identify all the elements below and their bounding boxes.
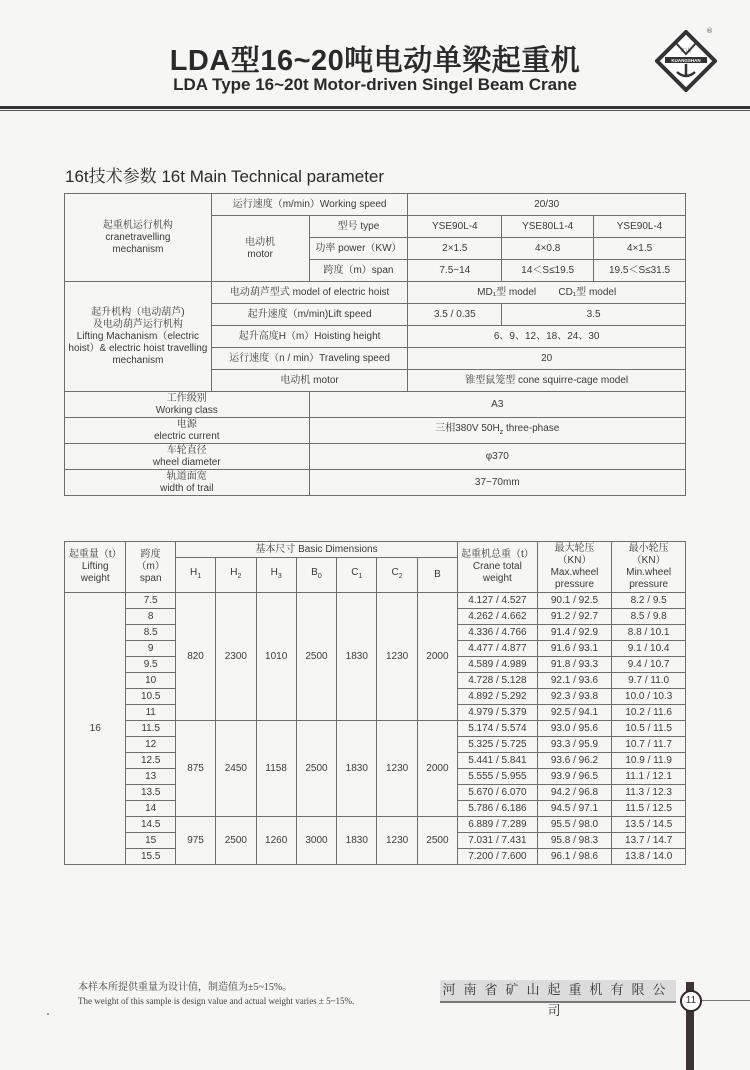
traveling-speed-label: 运行速度（n / min）Traveling speed: [211, 348, 408, 370]
dimension-h3-cell: 1158: [256, 721, 296, 817]
total-cell: 4.892 / 5.292: [458, 689, 538, 705]
total-cell: 7.031 / 7.431: [458, 833, 538, 849]
weight-note-en: The weight of this sample is design value and actual weight varies ± 5~15%.: [78, 996, 355, 1006]
min-cell: 10.5 / 11.5: [612, 721, 686, 737]
hoist-motor-value: 锥型鼠笼型 cone squirre-cage model: [408, 370, 686, 392]
total-cell: 4.127 / 4.527: [458, 593, 538, 609]
dimension-b-cell: 2000: [417, 721, 457, 817]
power-value: 4×1.5: [594, 238, 686, 260]
span-cell: 11.5: [126, 721, 175, 737]
hoist-model-label: 电动葫芦型式 model of electric hoist: [211, 282, 408, 304]
span-cell: 9: [126, 641, 175, 657]
electric-current-label: 电源 electric current: [65, 418, 310, 444]
span-label: 跨度（m）span: [309, 260, 408, 282]
dimension-b-cell: 2000: [417, 593, 457, 721]
min-cell: 13.7 / 14.7: [612, 833, 686, 849]
logo-text: KUANGSHAN: [671, 58, 701, 63]
working-speed-label: 运行速度（m/min）Working speed: [211, 194, 408, 216]
hoisting-height-label: 起升高度H（m）Hoisting height: [211, 326, 408, 348]
page-title-zh: LDA型16~20吨电动单梁起重机: [169, 45, 581, 77]
total-cell: 5.670 / 6.070: [458, 785, 538, 801]
max-cell: 91.2 / 92.7: [537, 609, 612, 625]
span-value: 7.5~14: [408, 260, 502, 282]
dimension-b0-cell: 2500: [296, 721, 336, 817]
min-cell: 13.5 / 14.5: [612, 817, 686, 833]
min-cell: 9.1 / 10.4: [612, 641, 686, 657]
min-cell: 9.7 / 11.0: [612, 673, 686, 689]
total-cell: 4.262 / 4.662: [458, 609, 538, 625]
basic-dimensions-header: 基本尺寸 Basic Dimensions: [175, 542, 457, 558]
max-cell: 95.8 / 98.3: [537, 833, 612, 849]
total-cell: 4.728 / 5.128: [458, 673, 538, 689]
span-cell: 10.5: [126, 689, 175, 705]
span-cell: 10: [126, 673, 175, 689]
dimension-b0-cell: 2500: [296, 593, 336, 721]
dimension-h2-cell: 2450: [216, 721, 256, 817]
h3-header: $H_3$: [256, 558, 296, 593]
weight-note-zh: 本样本所提供重量为设计值，制造值为±5~15%。: [78, 982, 293, 993]
max-cell: 93.3 / 95.9: [537, 737, 612, 753]
span-cell: 9.5: [126, 657, 175, 673]
max-cell: 93.9 / 96.5: [537, 769, 612, 785]
dimension-h1-cell: 820: [175, 593, 215, 721]
total-cell: 7.200 / 7.600: [458, 849, 538, 865]
min-cell: 11.3 / 12.3: [612, 785, 686, 801]
max-cell: 91.6 / 93.1: [537, 641, 612, 657]
hoisting-height-value: 6、9、12、18、24、30: [408, 326, 686, 348]
working-class-label: 工作级别 Working class: [65, 392, 310, 418]
lifting-weight-header: 起重量（t） Lifting weight: [65, 542, 126, 593]
min-cell: 13.8 / 14.0: [612, 849, 686, 865]
power-label: 功率 power（KW）: [309, 238, 408, 260]
max-cell: 92.5 / 94.1: [537, 705, 612, 721]
max-cell: 93.0 / 95.6: [537, 721, 612, 737]
max-cell: 91.4 / 92.9: [537, 625, 612, 641]
span-cell: 13.5: [126, 785, 175, 801]
span-cell: 14: [126, 801, 175, 817]
max-cell: 92.3 / 93.8: [537, 689, 612, 705]
lifting-mechanism-label: 起升机构（电动葫芦) 及电动葫芦运行机构 Lifting Machanism（electric hoist）& electric hoist travelling mechanism: [65, 282, 212, 392]
traveling-speed-value: 20: [408, 348, 686, 370]
dimension-h1-cell: 975: [175, 817, 215, 865]
span-value: 14＜S≤19.5: [502, 260, 594, 282]
technical-parameter-table: [64, 193, 686, 496]
dimension-h3-cell: 1010: [256, 593, 296, 721]
dimension-c1-cell: 1830: [337, 593, 377, 721]
scan-speck: [47, 1013, 49, 1015]
dimension-b-cell: 2500: [417, 817, 457, 865]
working-speed-value: 20/30: [408, 194, 686, 216]
total-cell: 5.325 / 5.725: [458, 737, 538, 753]
dimension-c1-cell: 1830: [337, 721, 377, 817]
power-value: 4×0.8: [502, 238, 594, 260]
registered-mark: ®: [706, 27, 713, 35]
crane-travel-label: 起重机运行机构 cranetravelling mechanism: [65, 194, 212, 282]
min-cell: 10.0 / 10.3: [612, 689, 686, 705]
min-cell: 8.5 / 9.8: [612, 609, 686, 625]
lift-speed-label: 起升速度（m/min)Lift speed: [211, 304, 408, 326]
wheel-diameter-label: 车轮直径 wheel diameter: [65, 444, 310, 470]
lifting-weight-value: 16: [65, 593, 126, 865]
section-title: 16t技术参数 16t Main Technical parameter: [65, 167, 385, 186]
min-cell: 11.1 / 12.1: [612, 769, 686, 785]
dimension-h2-cell: 2500: [216, 817, 256, 865]
max-wheel-pressure-header: 最大轮压 （KN） Max.wheel pressure: [537, 542, 612, 593]
header-rule: [0, 106, 750, 109]
span-cell: 12.5: [126, 753, 175, 769]
dimension-h2-cell: 2300: [216, 593, 256, 721]
type-value: YSE90L-4: [408, 216, 502, 238]
table-row: [65, 721, 686, 737]
dimension-c2-cell: 1230: [377, 817, 417, 865]
max-cell: 90.1 / 92.5: [537, 593, 612, 609]
logo-zh: 矿山: [680, 48, 692, 54]
span-cell: 15.5: [126, 849, 175, 865]
max-cell: 92.1 / 93.6: [537, 673, 612, 689]
header-rule-thin: [0, 110, 750, 111]
total-cell: 5.174 / 5.574: [458, 721, 538, 737]
max-cell: 93.6 / 96.2: [537, 753, 612, 769]
trail-width-value: 37~70mm: [309, 470, 685, 496]
total-cell: 6.889 / 7.289: [458, 817, 538, 833]
footer-rule: [694, 1000, 750, 1001]
total-cell: 4.979 / 5.379: [458, 705, 538, 721]
dimension-b0-cell: 3000: [296, 817, 336, 865]
max-cell: 94.2 / 96.8: [537, 785, 612, 801]
page-title-en: LDA Type 16~20t Motor-driven Singel Beam Crane: [173, 75, 577, 94]
total-cell: 4.589 / 4.989: [458, 657, 538, 673]
type-value: YSE80L1-4: [502, 216, 594, 238]
lift-speed-cd: 3.5: [502, 304, 686, 326]
dimension-c1-cell: 1830: [337, 817, 377, 865]
min-cell: 8.8 / 10.1: [612, 625, 686, 641]
hoist-model-value: MD₁型 model CD₁型 model: [408, 282, 686, 304]
total-cell: 5.441 / 5.841: [458, 753, 538, 769]
trail-width-label: 轨道面宽 width of trail: [65, 470, 310, 496]
span-cell: 12: [126, 737, 175, 753]
min-wheel-pressure-header: 最小轮压 （KN） Min.wheel pressure: [612, 542, 686, 593]
total-cell: 4.336 / 4.766: [458, 625, 538, 641]
max-cell: 91.8 / 93.3: [537, 657, 612, 673]
total-cell: 5.786 / 6.186: [458, 801, 538, 817]
span-cell: 13: [126, 769, 175, 785]
min-cell: 10.2 / 11.6: [612, 705, 686, 721]
power-value: 2×1.5: [408, 238, 502, 260]
table-row: [65, 817, 686, 833]
h2-header: $H_2$: [216, 558, 256, 593]
type-value: YSE90L-4: [594, 216, 686, 238]
page-number: 11: [680, 990, 702, 1012]
max-cell: 95.5 / 98.0: [537, 817, 612, 833]
span-cell: 11: [126, 705, 175, 721]
dimension-c2-cell: 1230: [377, 721, 417, 817]
dimensions-table: [64, 541, 686, 865]
min-cell: 11.5 / 12.5: [612, 801, 686, 817]
span-cell: 8.5: [126, 625, 175, 641]
electric-current-value: 三相380V $50H_z$ three-phase: [309, 418, 685, 444]
span-cell: 15: [126, 833, 175, 849]
lift-speed-md: 3.5 / 0.35: [408, 304, 502, 326]
dimension-h3-cell: 1260: [256, 817, 296, 865]
min-cell: 8.2 / 9.5: [612, 593, 686, 609]
h1-header: $H_1$: [175, 558, 215, 593]
min-cell: 10.9 / 11.9: [612, 753, 686, 769]
span-cell: 14.5: [126, 817, 175, 833]
max-cell: 94.5 / 97.1: [537, 801, 612, 817]
wheel-diameter-value: φ370: [309, 444, 685, 470]
span-value: 19.5＜S≤31.5: [594, 260, 686, 282]
working-class-value: A3: [309, 392, 685, 418]
company-name: 河南省矿山起重机有限公司: [440, 980, 676, 1003]
c1-header: $C_1$: [337, 558, 377, 593]
motor-label: 电动机 motor: [211, 216, 309, 282]
b-header: B: [417, 558, 457, 593]
span-cell: 7.5: [126, 593, 175, 609]
table-row: [65, 593, 686, 609]
min-cell: 10.7 / 11.7: [612, 737, 686, 753]
max-cell: 96.1 / 98.6: [537, 849, 612, 865]
dimension-h1-cell: 875: [175, 721, 215, 817]
total-cell: 5.555 / 5.955: [458, 769, 538, 785]
company-logo-icon: [655, 30, 717, 92]
type-label: 型号 type: [309, 216, 408, 238]
dimension-c2-cell: 1230: [377, 593, 417, 721]
total-cell: 4.477 / 4.877: [458, 641, 538, 657]
span-header: 跨度 （m） span: [126, 542, 175, 593]
span-cell: 8: [126, 609, 175, 625]
c2-header: $C_2$: [377, 558, 417, 593]
min-cell: 9.4 / 10.7: [612, 657, 686, 673]
total-weight-header: 起重机总重（t） Crane total weight: [458, 542, 538, 593]
b0-header: $B_0$: [296, 558, 336, 593]
hoist-motor-label: 电动机 motor: [211, 370, 408, 392]
